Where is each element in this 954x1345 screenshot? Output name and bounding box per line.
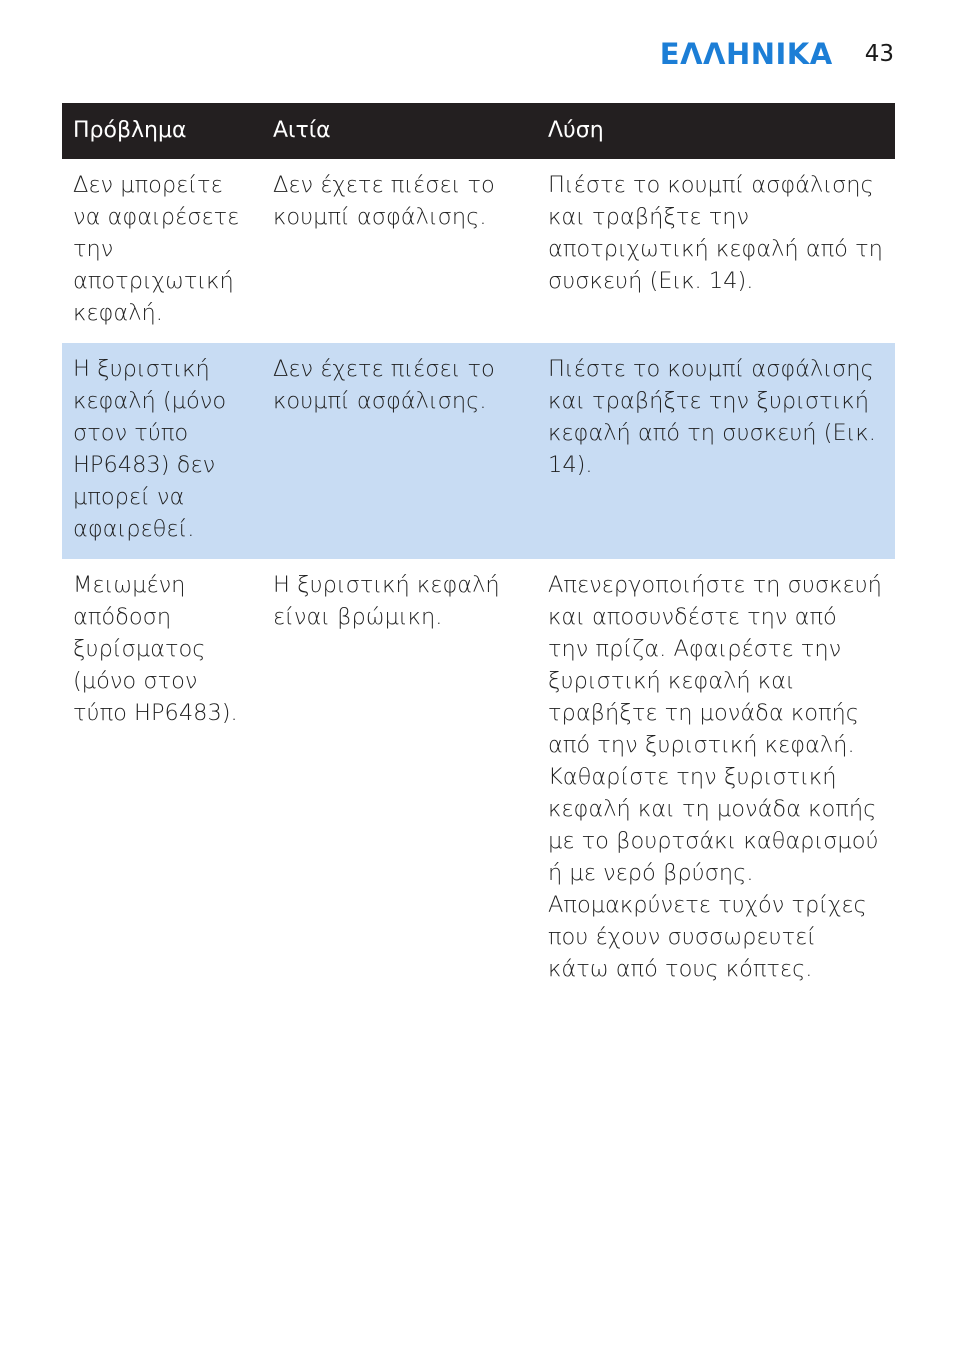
problem-cell: Η ξυριστική κεφαλή (μόνο στον τύπο HP6483) δεν μπορεί να αφαιρεθεί. bbox=[73, 356, 227, 542]
table-row bbox=[62, 559, 895, 999]
cause-cell: Η ξυριστική κεφαλή είναι βρώμικη. bbox=[273, 572, 500, 630]
table-row bbox=[62, 159, 895, 343]
solution-cell: Απενεργοποιήστε τη συσκευή και αποσυνδέστε την από την πρίζα. Αφαιρέστε την ξυριστική κεφαλή και τραβήξτε τη μονάδα κοπής από την ξυριστική κεφαλή. Καθαρίστε την ξυριστική κεφαλή και τη μονάδα κοπής με το βουρτσάκι καθαρισμού ή με νερό βρύσης. Απομακρύνετε τυχόν τρίχες που έχουν συσσωρευτεί κάτω από τους κόπτες. bbox=[548, 572, 882, 982]
column-header-cause: Αιτία bbox=[273, 118, 331, 143]
table-row bbox=[62, 343, 895, 559]
column-header-problem: Πρόβλημα bbox=[73, 118, 187, 143]
problem-cell: Μειωμένη απόδοση ξυρίσματος (μόνο στον τύπο HP6483). bbox=[73, 572, 238, 726]
solution-cell: Πιέστε το κουμπί ασφάλισης και τραβήξτε την αποτριχωτική κεφαλή από τη συσκευή (Εικ. 14). bbox=[548, 172, 883, 294]
language-heading: ΕΛΛΗΝΙΚΑ bbox=[659, 37, 833, 71]
problem-cell: Δεν μπορείτε να αφαιρέσετε την αποτριχωτική κεφαλή. bbox=[73, 172, 240, 326]
solution-cell: Πιέστε το κουμπί ασφάλισης και τραβήξτε την ξυριστική κεφαλή από τη συσκευή (Εικ. 14). bbox=[548, 356, 876, 478]
table-header-row bbox=[62, 103, 895, 159]
cause-cell: Δεν έχετε πιέσει το κουμπί ασφάλισης. bbox=[273, 172, 495, 230]
column-header-solution: Λύση bbox=[548, 118, 604, 143]
page-number: 43 bbox=[864, 41, 894, 67]
page-header bbox=[660, 34, 894, 74]
cause-cell: Δεν έχετε πιέσει το κουμπί ασφάλισης. bbox=[273, 356, 495, 414]
troubleshooting-table bbox=[62, 103, 895, 999]
